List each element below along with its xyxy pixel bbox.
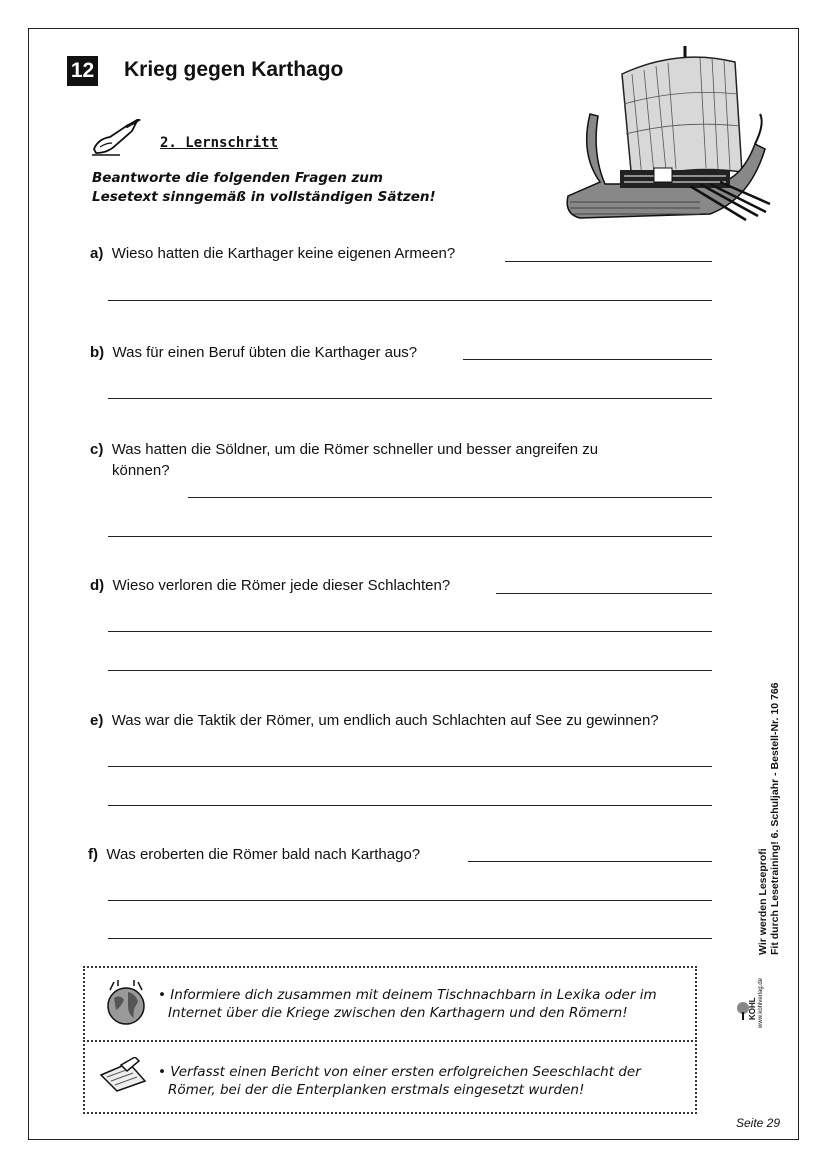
- question-text: Was hatten die Söldner, um die Römer schneller und besser angreifen zu: [111, 441, 599, 458]
- question-text: Wieso hatten die Karthager keine eigenen Armeen?: [111, 245, 456, 262]
- series-subtitle: Fit durch Lesetraining! 6. Schuljahr - Bestell-Nr. 10 766: [769, 682, 781, 955]
- writing-hand-icon: [99, 1057, 147, 1093]
- question-b: [90, 342, 417, 363]
- globe-icon: [104, 980, 148, 1026]
- tip-text-research: [158, 986, 657, 1022]
- instruction-line: Lesetext sinngemäß in vollständigen Sätzen!: [92, 189, 436, 205]
- question-text: Was war die Taktik der Römer, um endlich auch Schlachten auf See zu gewinnen?: [111, 712, 659, 729]
- question-f: [88, 844, 420, 865]
- writing-pen-icon: [90, 119, 144, 157]
- publisher-url: www.kohlverlag.de: [758, 977, 764, 1028]
- tip-line: Römer, bei der die Enterplanken erstmals eingesetzt wurden!: [168, 1082, 585, 1098]
- question-letter: b): [90, 344, 105, 361]
- instruction-line: Beantworte die folgenden Fragen zum: [92, 170, 383, 186]
- answer-line[interactable]: [108, 300, 712, 301]
- question-d: [90, 575, 450, 596]
- tip-line: • Informiere dich zusammen mit deinem Tischnachbarn in Lexika oder im: [158, 987, 657, 1003]
- question-e: [90, 710, 659, 731]
- answer-line[interactable]: [496, 593, 712, 594]
- question-text: Wieso verloren die Römer jede dieser Schlachten?: [112, 577, 451, 594]
- question-a: [90, 243, 455, 264]
- question-text: Was für einen Beruf übten die Karthager aus?: [112, 344, 418, 361]
- tip-line: • Verfasst einen Bericht von einer ersten erfolgreichen Seeschlacht der: [158, 1064, 641, 1080]
- series-title: Wir werden Leseprofi: [757, 848, 769, 955]
- publisher-logo: [736, 958, 766, 1032]
- tip-line: Internet über die Kriege zwischen den Karthagern und den Römern!: [168, 1005, 628, 1021]
- answer-line[interactable]: [505, 261, 712, 262]
- question-letter: c): [90, 441, 104, 458]
- ship-illustration: [560, 44, 772, 222]
- question-letter: e): [90, 712, 104, 729]
- page-title: Krieg gegen Karthago: [124, 58, 344, 81]
- answer-line[interactable]: [463, 359, 712, 360]
- answer-line[interactable]: [108, 805, 712, 806]
- answer-line[interactable]: [108, 938, 712, 939]
- worksheet-number: 12: [67, 56, 98, 86]
- page-number: Seite 29: [736, 1116, 781, 1130]
- answer-line[interactable]: [108, 900, 712, 901]
- answer-line[interactable]: [468, 861, 712, 862]
- question-letter: f): [88, 846, 98, 863]
- series-info: [757, 555, 781, 955]
- question-c-continued: können?: [112, 462, 170, 479]
- question-letter: a): [90, 245, 104, 262]
- step-label: 2. Lernschritt: [160, 135, 279, 151]
- answer-line[interactable]: [108, 536, 712, 537]
- publisher-name: KOHL: [748, 997, 757, 1020]
- question-text: Was eroberten die Römer bald nach Karthago?: [106, 846, 421, 863]
- answer-line[interactable]: [108, 766, 712, 767]
- answer-line[interactable]: [108, 398, 712, 399]
- question-letter: d): [90, 577, 105, 594]
- instruction: [92, 169, 436, 207]
- answer-line[interactable]: [108, 631, 712, 632]
- question-c: [90, 439, 598, 460]
- answer-line[interactable]: [188, 497, 712, 498]
- tip-text-report: [158, 1063, 641, 1099]
- answer-line[interactable]: [108, 670, 712, 671]
